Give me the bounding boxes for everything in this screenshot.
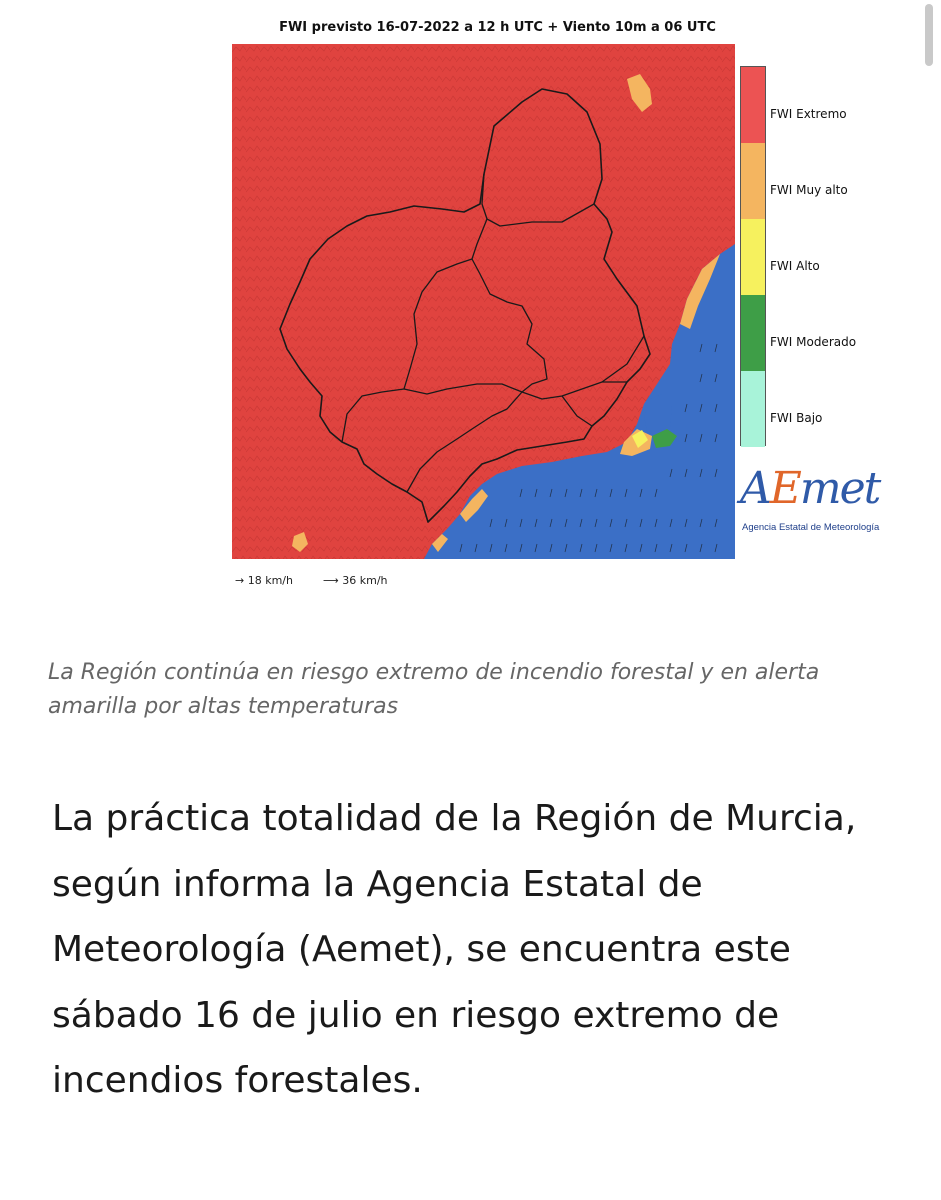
aemet-logo-subtitle: Agencia Estatal de Meteorología bbox=[742, 522, 880, 533]
legend-swatch-alto bbox=[741, 219, 765, 295]
wind-scale-short: → 18 km/h bbox=[235, 574, 293, 587]
legend-label-alto: FWI Alto bbox=[770, 259, 820, 273]
article-paragraph: La práctica totalidad de la Región de Murcia, según informa la Agencia Estatal de Meteorología (Aemet), se encuentra este sábado 16 de julio en riesgo extremo de incendios forestales. bbox=[52, 798, 857, 1101]
aemet-logo-mark: AEmet bbox=[740, 463, 880, 514]
fwi-map-figure bbox=[225, 14, 895, 594]
legend-swatch-bajo bbox=[741, 371, 765, 447]
legend-label-muy-alto: FWI Muy alto bbox=[770, 183, 848, 197]
legend-colorbar bbox=[740, 66, 766, 446]
legend-label-bajo: FWI Bajo bbox=[770, 411, 823, 425]
legend-swatch-muy-alto bbox=[741, 143, 765, 219]
aemet-logo bbox=[740, 462, 890, 542]
wind-scale-long: ⟶ 36 km/h bbox=[323, 574, 388, 587]
fwi-map bbox=[232, 44, 735, 559]
image-caption: La Región continúa en riesgo extremo de incendio forestal y en alerta amarilla por altas temperaturas bbox=[48, 660, 820, 719]
scrollbar[interactable] bbox=[925, 4, 933, 66]
legend-label-extremo: FWI Extremo bbox=[770, 107, 847, 121]
map-title: FWI previsto 16-07-2022 a 12 h UTC + Viento 10m a 06 UTC bbox=[279, 20, 716, 35]
legend-swatch-extremo bbox=[741, 67, 765, 143]
legend-label-moderado: FWI Moderado bbox=[770, 335, 857, 349]
legend-swatch-moderado bbox=[741, 295, 765, 371]
